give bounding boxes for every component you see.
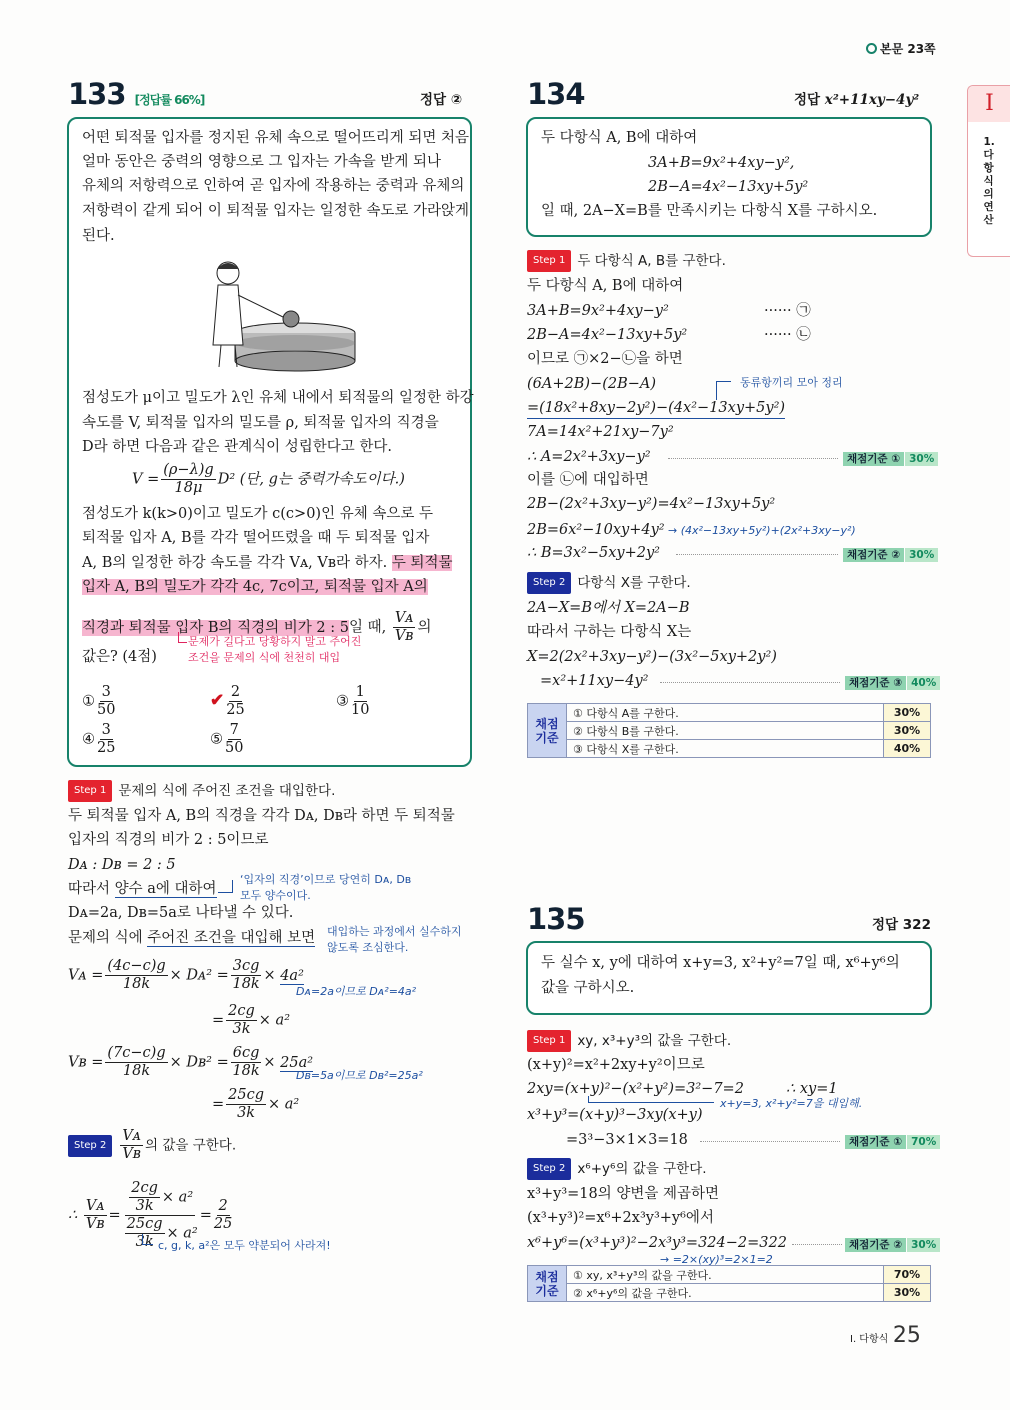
- scoring-label: 채점기준 ②: [843, 548, 904, 562]
- scoring-item: ② 다항식 B를 구한다.: [567, 722, 884, 740]
- text: × Dʙ² =: [169, 1054, 229, 1071]
- step-badge: Step 2: [68, 1135, 112, 1157]
- question-text: 점성도가 μ이고 밀도가 λ인 유체 내에서 퇴적물의 일정한 하강: [82, 390, 474, 406]
- choice-mark: ③: [336, 693, 349, 710]
- numerator: 25cg: [228, 1087, 265, 1103]
- solution-line: 따라서 구하는 다항식 X는: [527, 624, 692, 640]
- question-text: 일 때, 2A−X=B를 만족시키는 다항식 X를 구하시오.: [541, 203, 878, 219]
- text: Vᴀ =: [68, 967, 104, 984]
- question-equation: 2B−A=4x²−13xy+5y²: [648, 179, 809, 195]
- numerator: 2cg: [228, 1003, 255, 1019]
- text: 의: [417, 619, 432, 636]
- solution-line: 두 다항식 A, B에 대하여: [527, 278, 684, 294]
- numerator: 2: [218, 1198, 228, 1214]
- fraction: [226, 684, 244, 719]
- denominator: 25: [97, 740, 116, 756]
- numerator: 1: [355, 684, 365, 700]
- step-title: xy, x³+y³의 값을 구한다.: [577, 1033, 732, 1049]
- scoring-percent: 70%: [907, 1135, 940, 1149]
- fraction: [214, 1198, 232, 1233]
- footer-chapter: I. 다항식: [850, 1334, 889, 1345]
- numerator: (4c−c)g: [107, 958, 166, 974]
- text: × Dᴀ² =: [169, 967, 229, 984]
- denominator: 18μ: [174, 480, 203, 496]
- numerator: Vᴀ: [122, 1128, 141, 1144]
- explanation-note: 않도록 조심한다.: [327, 941, 409, 954]
- denominator: 18k: [232, 976, 260, 992]
- equation-label: ······ ㉡: [764, 327, 811, 343]
- dotted-leader: [700, 1141, 840, 1142]
- explanation-note: → (4x²−13xy+5y²)+(2x²+3xy−y²): [668, 524, 856, 537]
- problem-number-135: 135: [527, 902, 585, 936]
- formula-rhs: D² (단, g는 중력가속도이다.): [217, 471, 405, 488]
- explanation-note: 모두 양수이다.: [240, 889, 311, 902]
- text: Vʙ =: [68, 1054, 104, 1071]
- solution-result: ∴ xy=1: [786, 1081, 838, 1097]
- solution-line: (6A+2B)−(2B−A): [527, 376, 657, 392]
- scoring-header: 채점 기준: [528, 1266, 567, 1302]
- solution-line: x³+y³=(x+y)³−3xy(x+y): [527, 1107, 703, 1123]
- vb-equation: [68, 1045, 313, 1080]
- step-title: 다항식 X를 구한다.: [577, 575, 691, 591]
- note-text: =2×(xy)³=2×1=2: [672, 1253, 773, 1266]
- note-arrow: [218, 880, 233, 893]
- explanation-note: Dʙ=5a이므로 Dʙ²=25a²: [296, 1069, 423, 1082]
- solution-line: 이를 ㉡에 대입하면: [527, 472, 649, 488]
- text: ×: [263, 1054, 281, 1071]
- step1-heading: [527, 250, 726, 272]
- scoring-tag: [845, 1237, 940, 1252]
- solution-line: 2B−(2x²+3xy−y²)=4x²−13xy+5y²: [527, 496, 776, 512]
- step-title: x⁶+y⁶의 값을 구한다.: [577, 1161, 707, 1177]
- step1-heading: [527, 1030, 731, 1052]
- chapter-side-tab[interactable]: [967, 85, 1010, 257]
- numerator: 3: [101, 684, 111, 700]
- page-reference-text: 본문 23쪽: [880, 42, 936, 56]
- numerator: 3: [101, 722, 111, 738]
- numerator: (ρ−λ)g: [163, 462, 214, 478]
- question-text: 저항력이 같게 되어 이 퇴적물 입자는 일정한 속도로 가라앉게: [82, 203, 470, 219]
- text: 일 때,: [348, 619, 387, 636]
- scoring-item: ① 다항식 A를 구한다.: [567, 704, 884, 722]
- scoring-table-135: [527, 1265, 931, 1302]
- step2-heading: [527, 1158, 707, 1180]
- step-title: 의 값을 구한다.: [144, 1137, 237, 1154]
- denominator: Vʙ: [394, 628, 414, 644]
- solution-line: =3³−3×1×3=18: [566, 1132, 688, 1148]
- denominator: 18k: [122, 1063, 151, 1079]
- question-equation: 3A+B=9x²+4xy−y²,: [648, 155, 795, 171]
- denominator: 25: [213, 1216, 233, 1232]
- formula-lhs: V =: [132, 471, 160, 488]
- underlined-text: 4a²: [280, 967, 304, 984]
- choice-5[interactable]: [210, 722, 245, 757]
- solution-line: Dᴀ : Dʙ = 2 : 5: [68, 857, 176, 873]
- denominator: Vʙ: [122, 1146, 141, 1162]
- solution-line: x⁶+y⁶=(x³+y³)²−2x³y³=324−2=322: [527, 1235, 787, 1251]
- question-text: [82, 553, 452, 573]
- scoring-label: 채점기준 ①: [845, 1135, 906, 1149]
- explanation-note: 동류항끼리 모아 정리: [740, 376, 843, 389]
- numerator: 6cg: [232, 1045, 260, 1061]
- problem-number-133: [68, 77, 204, 111]
- explanation-note: → =2×(xy)³=2×1=2: [660, 1253, 773, 1266]
- answer-133: 정답 ②: [420, 92, 463, 108]
- scoring-tag: [845, 675, 940, 690]
- solution-line: 이므로 ㉠×2−㉡을 하면: [527, 351, 683, 367]
- question-text: 된다.: [82, 228, 115, 244]
- scoring-table-134: [527, 703, 931, 758]
- check-mark-icon: ✔: [210, 690, 225, 711]
- step-title: 두 다항식 A, B를 구한다.: [577, 253, 726, 269]
- scoring-header: 채점 기준: [528, 704, 567, 758]
- question-text: 두 다항식 A, B에 대하여: [541, 130, 698, 146]
- note-text: (4x²−13xy+5y²)+(2x²+3xy−y²): [680, 524, 856, 537]
- scoring-item: ① xy, x³+y³의 값을 구한다.: [567, 1266, 884, 1284]
- answer-label: 정답: [794, 92, 821, 108]
- solution-line: [68, 879, 217, 899]
- fraction: [129, 1180, 160, 1215]
- answer-135: 정답 322: [872, 917, 931, 933]
- underlined-text: 주어진 조건을 대입해 보면: [147, 930, 316, 946]
- question-text: 유체의 저항력으로 인하여 곧 입자에 작용하는 중력과 유체의: [82, 178, 465, 194]
- scoring-label: 채점기준 ①: [843, 452, 904, 466]
- equation-label: ······ ㉠: [764, 303, 811, 319]
- fraction: [97, 722, 115, 757]
- circle-icon: [866, 43, 877, 54]
- fraction: [84, 1198, 107, 1233]
- page-reference: [866, 39, 936, 59]
- question-text: 퇴적물 입자 A, B를 각각 떨어뜨렸을 때 두 퇴적물 입자: [82, 530, 430, 546]
- fraction: [225, 722, 243, 757]
- solution-line: Dᴀ=2a, Dʙ=5a로 나타낼 수 있다.: [68, 905, 294, 921]
- solution-line: =(18x²+8xy−2y²)−(4x²−13xy+5y²): [527, 398, 785, 419]
- solution-line: (x+y)²=x²+2xy+y²이므로: [527, 1057, 705, 1073]
- step-badge: Step 1: [527, 250, 571, 272]
- numerator: 7: [229, 722, 239, 738]
- denominator: 10: [351, 702, 370, 718]
- solution-line: ∴ A=2x²+3xy−y²: [527, 449, 651, 465]
- dotted-leader: [660, 682, 840, 683]
- va-equation: [68, 958, 304, 993]
- choice-mark: ①: [82, 693, 95, 710]
- dotted-leader: [792, 1244, 842, 1245]
- numerator: Vᴀ: [85, 1198, 105, 1214]
- hint-note: 조건을 문제의 식에 천천히 대입: [188, 651, 341, 664]
- scoring-percent: 30%: [884, 722, 931, 740]
- numerator: 2cg: [131, 1180, 158, 1196]
- scoring-item: ③ 다항식 X를 구한다.: [567, 740, 884, 758]
- denominator: 18k: [232, 1063, 260, 1079]
- problem-number-134: 134: [527, 77, 585, 111]
- fraction: [226, 1003, 257, 1038]
- question-text: 두 실수 x, y에 대하여 x+y=3, x²+y²=7일 때, x⁶+y⁶의: [541, 955, 900, 971]
- scoring-percent: 30%: [905, 548, 938, 562]
- hint-note: 문제가 길다고 당황하지 말고 주어진: [188, 635, 362, 648]
- scoring-tag: [843, 451, 938, 466]
- fraction: [231, 958, 262, 993]
- question-text: 얼마 동안은 중력의 영향으로 그 입자는 가속을 받게 되나: [82, 154, 442, 170]
- numerator: 3cg: [232, 958, 260, 974]
- text: × a²: [161, 1189, 194, 1206]
- scoring-item: ② x⁶+y⁶의 값을 구한다.: [567, 1284, 884, 1302]
- denominator: Vʙ: [85, 1216, 105, 1232]
- denominator: 3k: [135, 1198, 154, 1214]
- solution-line: [68, 928, 315, 948]
- chapter-roman-numeral: I: [968, 86, 1010, 122]
- question-text: D라 하면 다음과 같은 관계식이 성립한다고 한다.: [82, 439, 393, 455]
- fraction: [351, 684, 369, 719]
- fraction: [161, 462, 215, 497]
- denominator: 50: [97, 702, 116, 718]
- denominator: 3k: [135, 1234, 154, 1250]
- scoring-percent: 70%: [884, 1266, 931, 1284]
- answer-value: x²+11xy−4y²: [824, 92, 920, 108]
- choice-2[interactable]: [210, 684, 247, 719]
- chapter-title: 1.다항식의연산: [983, 136, 995, 226]
- correct-rate: [정답률 66%]: [134, 93, 205, 107]
- therefore-symbol: ∴: [68, 1207, 78, 1224]
- vb-simplified: [212, 1087, 299, 1122]
- step1-heading: [68, 780, 335, 802]
- explanation-note: 대입하는 과정에서 실수하지: [327, 925, 462, 938]
- solution-line: 2xy=(x+y)²−(x²+y²)=3²−7=2: [527, 1081, 744, 1097]
- text: ×: [263, 967, 281, 984]
- answer-134: [794, 88, 919, 108]
- dotted-leader: [668, 458, 838, 459]
- scoring-tag: [845, 1134, 940, 1149]
- page-number: 25: [892, 1323, 921, 1348]
- underlined-text: 25a²: [280, 1054, 314, 1071]
- problem-number: 133: [68, 77, 126, 111]
- solution-line: 2B−A=4x²−13xy+5y²: [527, 327, 688, 343]
- denominator: 50: [225, 740, 244, 756]
- solution-line: X=2(2x²+3xy−y²)−(3x²−5xy+2y²): [527, 649, 777, 665]
- text: =: [108, 1207, 121, 1224]
- ratio-fraction: [393, 610, 416, 645]
- scoring-percent: 40%: [907, 676, 940, 690]
- denominator: 18k: [122, 976, 151, 992]
- fraction: [105, 958, 167, 993]
- scoring-tag: [843, 547, 938, 562]
- denominator: 3k: [237, 1105, 256, 1121]
- numerator: (7c−c)g: [107, 1045, 166, 1061]
- note-arrow: [142, 1234, 153, 1245]
- choice-3[interactable]: [336, 684, 371, 719]
- solution-line: 두 퇴적물 입자 A, B의 직경을 각각 Dᴀ, Dʙ라 하면 두 퇴적물: [68, 808, 455, 824]
- explanation-note: Dᴀ=2a이므로 Dᴀ²=4a²: [296, 985, 417, 998]
- velocity-formula: [132, 462, 405, 497]
- dotted-leader: [676, 554, 838, 555]
- scoring-label: 채점기준 ③: [845, 676, 906, 690]
- explanation-note: x+y=3, x²+y²=7을 대입해.: [720, 1097, 863, 1110]
- step-badge: Step 1: [527, 1030, 571, 1052]
- explanation-note: c, g, k, a²은 모두 약분되어 사라져!: [158, 1239, 331, 1252]
- note-arrow: [178, 632, 187, 643]
- fraction: [120, 1128, 143, 1163]
- text: × a²: [258, 1012, 291, 1029]
- choice-mark: ④: [82, 731, 95, 748]
- va-simplified: [212, 1003, 290, 1038]
- highlighted-text: 입자 A, B의 밀도가 각각 4c, 7c이고, 퇴적물 입자 A의: [82, 579, 428, 595]
- fraction: [97, 684, 115, 719]
- numerator: [125, 1180, 195, 1216]
- denominator: 3k: [232, 1021, 251, 1037]
- scoring-percent: 40%: [884, 740, 931, 758]
- question-text: 점성도가 k(k>0)이고 밀도가 c(c>0)인 유체 속으로 두: [82, 506, 433, 522]
- scoring-label: 채점기준 ②: [845, 1238, 906, 1252]
- question-text: 값을 구하시오.: [541, 980, 635, 996]
- scoring-percent: 30%: [907, 1238, 940, 1252]
- sediment-experiment-illustration: [185, 255, 365, 375]
- step2-heading: [68, 1128, 236, 1163]
- scoring-percent: 30%: [884, 1284, 931, 1302]
- page-footer: [850, 1323, 921, 1350]
- choice-1[interactable]: [82, 684, 117, 719]
- step2-heading: [527, 572, 691, 594]
- note-arrow: [588, 1096, 714, 1103]
- highlighted-text: 직경과 퇴적물 입자 B의 직경의 비가 2 : 5: [82, 619, 349, 636]
- text: =: [199, 1207, 212, 1224]
- question-text: 속도를 V, 퇴적물 입자의 밀도를 ρ, 퇴적물 입자의 직경을: [82, 415, 439, 431]
- scoring-percent: 30%: [884, 704, 931, 722]
- text: 문제의 식에: [68, 930, 148, 946]
- underlined-text: 양수 a에 대하여: [114, 881, 217, 897]
- explanation-note: ‘입자의 직경’이므로 당연히 Dᴀ, Dʙ: [240, 873, 412, 886]
- question-text: 어떤 퇴적물 입자를 정지된 유체 속으로 떨어뜨리게 되면 처음: [82, 130, 470, 146]
- solution-line: x³+y³=18의 양변을 제곱하면: [527, 1186, 720, 1202]
- text: 따라서: [68, 881, 115, 897]
- text: =: [212, 1012, 225, 1029]
- denominator: 25: [226, 702, 245, 718]
- solution-line: 2B=6x²−10xy+4y²: [527, 522, 665, 538]
- solution-line: 입자의 직경의 비가 2 : 5이므로: [68, 832, 269, 848]
- step-badge: Step 1: [68, 780, 112, 802]
- text: =: [212, 1096, 225, 1113]
- step-badge: Step 2: [527, 1158, 571, 1180]
- choice-mark: ⑤: [210, 731, 223, 748]
- numerator: Vᴀ: [394, 610, 414, 626]
- text: A, B의 일정한 하강 속도를 각각 Vᴀ, Vʙ라 하자.: [82, 555, 392, 571]
- question-text: 값은? (4점): [82, 649, 157, 665]
- step-title: 문제의 식에 주어진 조건을 대입한다.: [118, 783, 336, 799]
- fraction: [226, 1087, 266, 1122]
- numerator: 25cg: [126, 1216, 163, 1232]
- solution-line: 7A=14x²+21xy−7y²: [527, 424, 674, 440]
- fraction: [105, 1045, 167, 1080]
- question-text: [82, 577, 428, 597]
- solution-line: =x²+11xy−4y²: [540, 673, 649, 689]
- text: × a²: [268, 1096, 300, 1113]
- scoring-percent: 30%: [905, 452, 938, 466]
- solution-line: (x³+y³)²=x⁶+2x³y³+y⁶에서: [527, 1210, 714, 1226]
- solution-line: ∴ B=3x²−5xy+2y²: [527, 545, 660, 561]
- choice-4[interactable]: [82, 722, 117, 757]
- numerator: 2: [230, 684, 241, 700]
- step-badge: Step 2: [527, 572, 571, 594]
- highlighted-text: 두 퇴적물: [391, 555, 453, 571]
- text: × a²: [166, 1225, 198, 1242]
- solution-line: 3A+B=9x²+4xy−y²: [527, 303, 669, 319]
- solution-line: 2A−X=B에서 X=2A−B: [527, 600, 690, 616]
- fraction: [231, 1045, 262, 1080]
